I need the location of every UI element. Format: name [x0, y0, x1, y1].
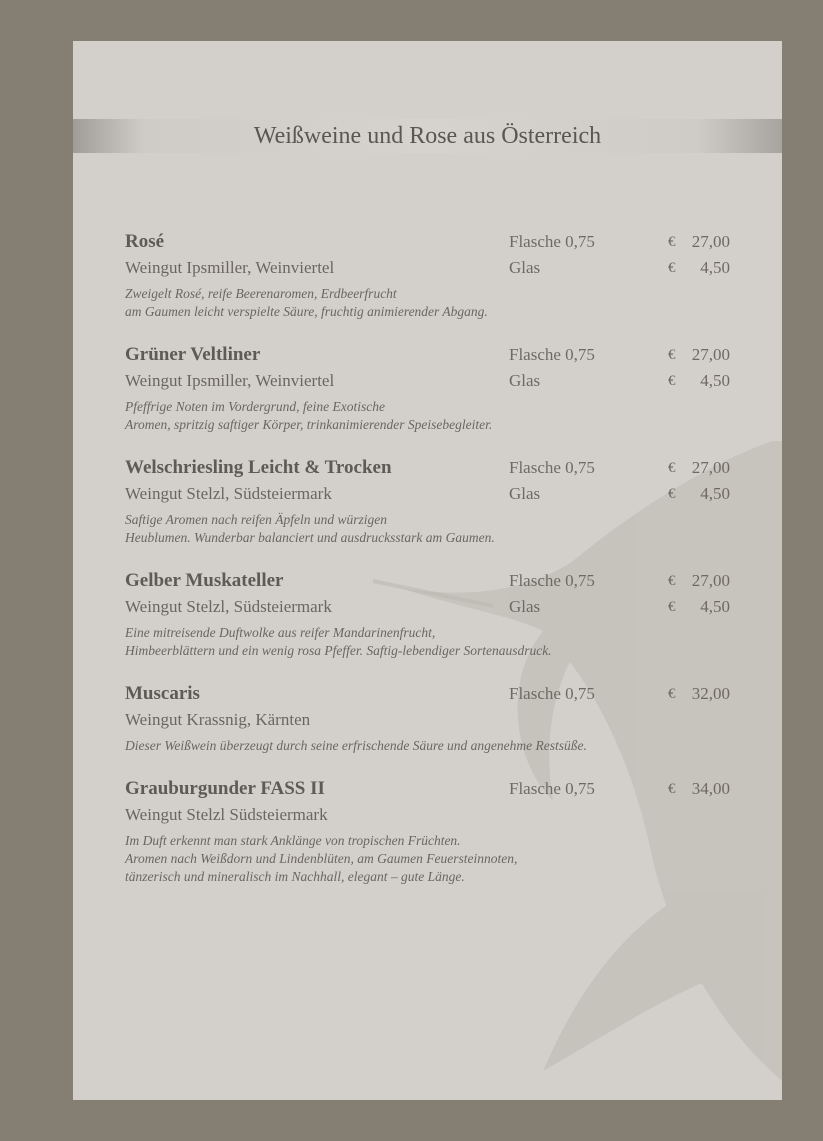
winery-row	[125, 802, 735, 828]
currency-symbol: €	[668, 373, 676, 389]
glass-size: Glas	[509, 484, 541, 503]
menu-page	[73, 41, 782, 1100]
glass-price: 4,50	[700, 597, 730, 616]
wine-entry	[125, 455, 735, 547]
glass-size: Glas	[509, 258, 541, 277]
bottle-price: 27,00	[691, 232, 730, 251]
winery: Weingut Stelzl, Südsteiermark	[125, 484, 332, 503]
description-line: Aromen, spritzig saftiger Körper, trinkanimierender Speisebegleiter.	[125, 417, 493, 432]
winery-row	[125, 368, 735, 394]
bottle-size: Flasche 0,75	[509, 571, 595, 590]
wine-description	[125, 398, 735, 434]
wine-name-row	[125, 455, 735, 481]
bottle-price: 27,00	[691, 458, 730, 477]
bottle-size: Flasche 0,75	[509, 345, 595, 364]
winery-row	[125, 481, 735, 507]
glass-price: 4,50	[700, 371, 730, 390]
bottle-size: Flasche 0,75	[509, 779, 595, 798]
wine-entry	[125, 568, 735, 660]
glass-size: Glas	[509, 597, 541, 616]
currency-symbol: €	[668, 260, 676, 276]
wine-name-row	[125, 568, 735, 594]
wine-name: Grüner Veltliner	[125, 344, 261, 365]
glass-size: Glas	[509, 371, 541, 390]
description-line: Pfeffrige Noten im Vordergrund, feine Exotische	[125, 399, 385, 414]
wine-name: Gelber Muskateller	[125, 570, 284, 591]
winery-row	[125, 255, 735, 281]
description-line: Aromen nach Weißdorn und Lindenblüten, am Gaumen Feuersteinnoten,	[125, 851, 518, 866]
description-line: Himbeerblättern und ein wenig rosa Pfeffer. Saftig-lebendiger Sortenausdruck.	[125, 643, 552, 658]
winery-row	[125, 594, 735, 620]
currency-symbol: €	[668, 460, 676, 476]
description-line: Im Duft erkennt man stark Anklänge von tropischen Früchten.	[125, 833, 461, 848]
wine-name-row	[125, 229, 735, 255]
description-line: am Gaumen leicht verspielte Säure, fruchtig animierender Abgang.	[125, 304, 488, 319]
wine-name-row	[125, 681, 735, 707]
currency-symbol: €	[668, 234, 676, 250]
wine-description	[125, 832, 735, 886]
description-line: tänzerisch und mineralisch im Nachhall, elegant – gute Länge.	[125, 869, 465, 884]
bottle-size: Flasche 0,75	[509, 684, 595, 703]
description-line: Eine mitreisende Duftwolke aus reifer Mandarinenfrucht,	[125, 625, 436, 640]
winery: Weingut Stelzl, Südsteiermark	[125, 597, 332, 616]
currency-symbol: €	[668, 486, 676, 502]
wine-description	[125, 737, 735, 755]
wine-description	[125, 285, 735, 321]
description-line: Heublumen. Wunderbar balanciert und ausdrucksstark am Gaumen.	[125, 530, 495, 545]
winery: Weingut Stelzl Südsteiermark	[125, 805, 328, 824]
page-title: Weißweine und Rose aus Österreich	[253, 123, 602, 149]
bottle-price: 27,00	[691, 571, 730, 590]
bottle-price: 34,00	[691, 779, 730, 798]
wine-name: Grauburgunder FASS II	[125, 778, 325, 799]
currency-symbol: €	[668, 686, 676, 702]
currency-symbol: €	[668, 573, 676, 589]
currency-symbol: €	[668, 347, 676, 363]
glass-price: 4,50	[700, 484, 730, 503]
bottle-size: Flasche 0,75	[509, 458, 595, 477]
currency-symbol: €	[668, 781, 676, 797]
description-line: Saftige Aromen nach reifen Äpfeln und würzigen	[125, 512, 387, 527]
bottle-price: 27,00	[691, 345, 730, 364]
winery-row	[125, 707, 735, 733]
winery: Weingut Krassnig, Kärnten	[125, 710, 311, 729]
wine-name: Muscaris	[125, 683, 200, 704]
description-line: Zweigelt Rosé, reife Beerenaromen, Erdbeerfrucht	[125, 286, 397, 301]
wine-name-row	[125, 776, 735, 802]
wine-description	[125, 511, 735, 547]
wine-entry	[125, 229, 735, 321]
winery: Weingut Ipsmiller, Weinviertel	[125, 258, 335, 277]
currency-symbol: €	[668, 599, 676, 615]
wine-entry	[125, 776, 735, 886]
wine-description	[125, 624, 735, 660]
winery: Weingut Ipsmiller, Weinviertel	[125, 371, 335, 390]
wine-name: Rosé	[125, 231, 165, 252]
bottle-size: Flasche 0,75	[509, 232, 595, 251]
wine-entry	[125, 342, 735, 434]
description-line: Dieser Weißwein überzeugt durch seine erfrischende Säure und angenehme Restsüße.	[125, 738, 587, 753]
wine-name-row	[125, 342, 735, 368]
glass-price: 4,50	[700, 258, 730, 277]
wine-name: Welschriesling Leicht & Trocken	[125, 457, 392, 478]
bottle-price: 32,00	[691, 684, 730, 703]
wine-entry	[125, 681, 735, 755]
wine-list	[125, 229, 735, 907]
